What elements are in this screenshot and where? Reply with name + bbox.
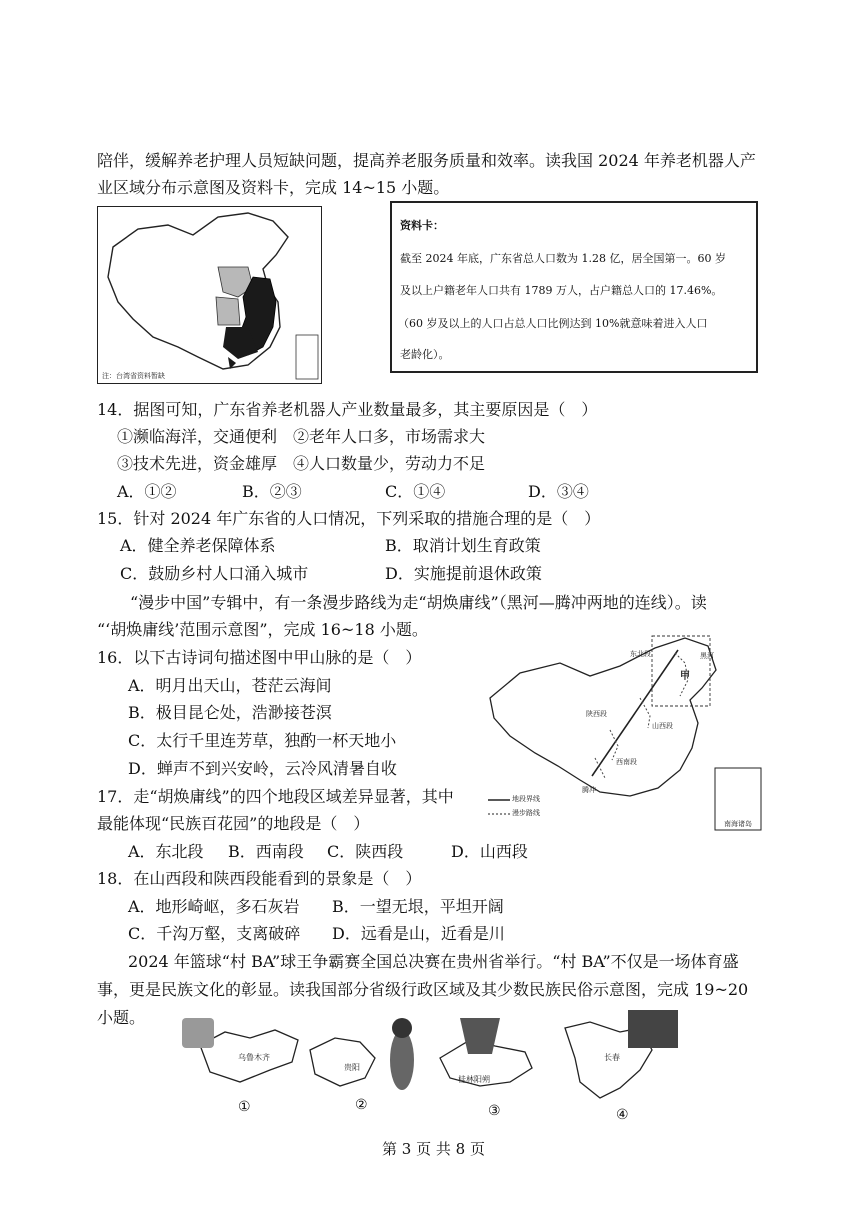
q17-choice-d[interactable]: D．山西段	[451, 842, 528, 861]
q16-choice-d[interactable]: D．蝉声不到兴安岭，云冷风清暑自收	[128, 759, 397, 778]
card-line: 及以上户籍老年人口共有 1789 万人，占户籍总人口的 17.46%。	[400, 284, 723, 297]
intro-line-2: 业区域分布示意图及资料卡，完成 14~15 小题。	[97, 178, 450, 197]
q18-choice-c[interactable]: C．千沟万壑，支离破碎	[128, 924, 301, 943]
q18-choice-d[interactable]: D．远看是山，近看是川	[332, 924, 505, 943]
robot-industry-map	[97, 206, 322, 384]
map2-label-heihe: 黑河	[700, 652, 714, 660]
province-4-city: 长春	[604, 1053, 620, 1062]
intro3-line-1: 2024 年篮球“村 BA”球王争霸赛全国总决赛在贵州省举行。“村 BA”不仅是一场体育盛	[128, 952, 739, 971]
q14-stem: 14．据图可知，广东省养老机器人产业数量最多，其主要原因是（ ）	[97, 400, 598, 419]
map2-label-jia: 甲	[680, 671, 690, 682]
q16-choice-b[interactable]: B．极目昆仑处，浩渺接苍溟	[128, 703, 332, 722]
china-outline-map-1	[98, 207, 323, 385]
q17-choice-a[interactable]: A．东北段	[128, 842, 204, 861]
map1-note: 注：台湾省资料暂缺	[102, 372, 165, 380]
province-1-city: 乌鲁木齐	[238, 1053, 270, 1062]
page-footer: 第 3 页 共 8 页	[382, 1140, 485, 1158]
province-3-city: 桂林阳朔	[458, 1075, 490, 1084]
map2-label-xinan: 西南段	[616, 758, 637, 766]
q15-choice-d[interactable]: D．实施提前退休政策	[385, 564, 542, 583]
card-line: 老龄化）。	[400, 348, 450, 361]
q14-choice-c[interactable]: C．①④	[385, 482, 446, 501]
province-1-number: ①	[238, 1099, 251, 1115]
map2-label-shanxi: 山西段	[652, 722, 673, 730]
q15-choice-b[interactable]: B．取消计划生育政策	[385, 536, 541, 555]
q15-choice-c[interactable]: C．鼓励乡村人口涌入城市	[120, 564, 309, 583]
q17-choice-b[interactable]: B．西南段	[228, 842, 304, 861]
q16-stem: 16．以下古诗词句描述图中甲山脉的是（ ）	[97, 648, 422, 667]
intro2-line-2: “‘胡焕庸线’范围示意图”，完成 16~18 小题。	[97, 620, 428, 639]
q17-stem-2: 最能体现“民族百花园”的地段是（ ）	[97, 814, 370, 833]
q17-choice-c[interactable]: C．陕西段	[327, 842, 404, 861]
intro-line-1: 陪伴，缓解养老护理人员短缺问题，提高养老服务质量和效率。读我国 2024 年养老机器人产	[97, 151, 756, 170]
q14-options-row2: ③技术先进，资金雄厚 ④人口数量少，劳动力不足	[117, 454, 486, 473]
intro2-line-1: “漫步中国”专辑中，有一条漫步路线为走“胡焕庸线”（黑河—腾冲两地的连线）。读	[130, 593, 707, 612]
q14-choice-d[interactable]: D．③④	[528, 482, 589, 501]
q16-choice-c[interactable]: C．太行千里连芳草，独酌一杯天地小	[128, 731, 397, 750]
province-4-number: ④	[616, 1107, 629, 1123]
province-2-number: ②	[355, 1097, 368, 1113]
q18-choice-b[interactable]: B．一望无垠，平坦开阔	[332, 897, 504, 916]
map2-legend-boundary: 地段界线	[512, 795, 540, 803]
q14-choice-b[interactable]: B．②③	[242, 482, 302, 501]
q17-stem-1: 17．走“胡焕庸线”的四个地段区域差异显著，其中	[97, 787, 454, 806]
hu-line-map	[480, 628, 765, 833]
q18-choice-a[interactable]: A．地形崎岖，多石灰岩	[128, 897, 300, 916]
card-title: 资料卡：	[400, 219, 444, 232]
card-line: （60 岁及以上的人口占总人口比例达到 10%就意味着进入人口	[398, 317, 708, 330]
map2-label-tengchong: 腾冲	[582, 786, 596, 794]
map2-label-dongbei: 东北段	[630, 650, 651, 658]
q18-stem: 18．在山西段和陕西段能看到的景象是（ ）	[97, 869, 422, 888]
q15-stem: 15．针对 2024 年广东省的人口情况，下列采取的措施合理的是（ ）	[97, 509, 601, 528]
province-2-city: 贵阳	[344, 1063, 360, 1072]
map2-inset-label: 南海诸岛	[724, 820, 752, 828]
intro3-line-2: 事，更是民族文化的彰显。读我国部分省级行政区域及其少数民族民俗示意图，完成 19~20	[97, 980, 749, 999]
q14-choice-a[interactable]: A．①②	[117, 482, 177, 501]
map2-legend-route: 漫步路线	[512, 809, 540, 817]
intro3-line-3: 小题。	[97, 1008, 146, 1027]
q15-choice-a[interactable]: A．健全养老保障体系	[120, 536, 276, 555]
province-3-number: ③	[488, 1103, 501, 1119]
card-line: 截至 2024 年底，广东省总人口数为 1.28 亿，居全国第一。60 岁	[400, 252, 726, 265]
q14-options-row1: ①濒临海洋，交通便利 ②老年人口多，市场需求大	[117, 427, 486, 446]
map2-label-shaanxi: 陕西段	[586, 710, 607, 718]
q16-choice-a[interactable]: A．明月出天山，苍茫云海间	[128, 676, 332, 695]
